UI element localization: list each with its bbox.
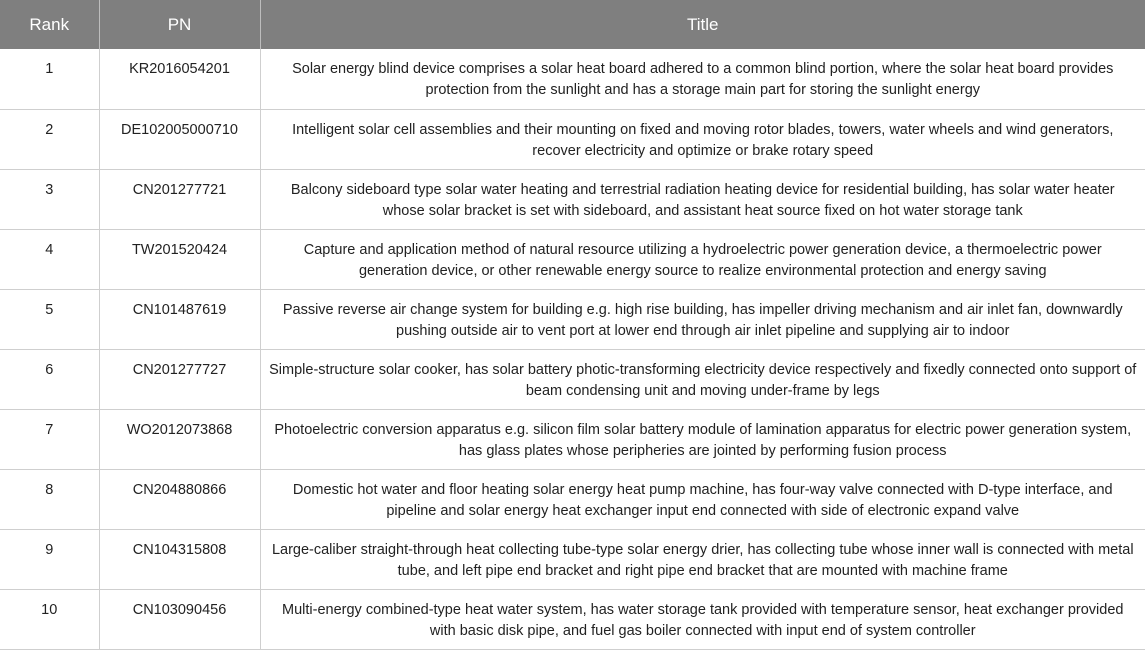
patent-title-cell: Solar energy blind device comprises a solar heat board adhered to a common blind portion, where the solar heat board provides protection from the sunlight and has a storage main part for storing the sunlight energy: [260, 49, 1145, 109]
rank-cell: 4: [0, 229, 99, 289]
table-row: [0, 289, 1145, 349]
patent-number-cell: TW201520424: [99, 229, 260, 289]
table-row: [0, 169, 1145, 229]
table-row: [0, 109, 1145, 169]
rank-cell: 10: [0, 589, 99, 649]
patent-number-cell: CN201277727: [99, 349, 260, 409]
patent-title-cell: Balcony sideboard type solar water heating and terrestrial radiation heating device for residential building, has solar water heater whose solar bracket is set with sideboard, and assistant heat source fixed on hot water storage tank: [260, 169, 1145, 229]
rank-cell: 8: [0, 469, 99, 529]
patent-title-cell: Capture and application method of natural resource utilizing a hydroelectric power generation device, a thermoelectric power generation device, or other renewable energy source to realize environmental protection and energy saving: [260, 229, 1145, 289]
table-row: [0, 589, 1145, 649]
column-header-title: Title: [260, 0, 1145, 49]
table-row: [0, 469, 1145, 529]
table-row: [0, 49, 1145, 109]
patent-number-cell: CN201277721: [99, 169, 260, 229]
rank-cell: 3: [0, 169, 99, 229]
rank-cell: 6: [0, 349, 99, 409]
rank-cell: 2: [0, 109, 99, 169]
patent-title-cell: Photoelectric conversion apparatus e.g. silicon film solar battery module of lamination apparatus for electric power generation system, has glass plates whose peripheries are jointed by performing fusion process: [260, 409, 1145, 469]
patent-number-cell: CN101487619: [99, 289, 260, 349]
rank-cell: 7: [0, 409, 99, 469]
table-body: [0, 49, 1145, 649]
rank-cell: 5: [0, 289, 99, 349]
patent-title-cell: Intelligent solar cell assemblies and their mounting on fixed and moving rotor blades, towers, water wheels and wind generators, recover electricity and optimize or brake rotary speed: [260, 109, 1145, 169]
patent-number-cell: CN104315808: [99, 529, 260, 589]
patent-title-cell: Passive reverse air change system for building e.g. high rise building, has impeller driving mechanism and air inlet fan, downwardly pushing outside air to vent port at lower end through air inlet pipeline and supplying air to indoor: [260, 289, 1145, 349]
patent-number-cell: KR2016054201: [99, 49, 260, 109]
patent-number-cell: DE102005000710: [99, 109, 260, 169]
column-header-rank: Rank: [0, 0, 99, 49]
header-row: [0, 0, 1145, 49]
table-header: [0, 0, 1145, 49]
patent-number-cell: CN103090456: [99, 589, 260, 649]
rank-cell: 9: [0, 529, 99, 589]
patent-title-cell: Large-caliber straight-through heat collecting tube-type solar energy drier, has collecting tube whose inner wall is connected with metal tube, and left pipe end bracket and right pipe end bracket that are mounted with machine frame: [260, 529, 1145, 589]
table-row: [0, 529, 1145, 589]
patent-number-cell: CN204880866: [99, 469, 260, 529]
patent-title-cell: Multi-energy combined-type heat water system, has water storage tank provided with temperature sensor, heat exchanger provided with basic disk pipe, and fuel gas boiler connected with input end of system controller: [260, 589, 1145, 649]
rank-cell: 1: [0, 49, 99, 109]
table-row: [0, 349, 1145, 409]
table-row: [0, 229, 1145, 289]
patent-title-cell: Simple-structure solar cooker, has solar battery photic-transforming electricity device respectively and fixedly connected onto support of beam condensing unit and moving under-frame by legs: [260, 349, 1145, 409]
column-header-pn: PN: [99, 0, 260, 49]
table-row: [0, 409, 1145, 469]
patent-title-cell: Domestic hot water and floor heating solar energy heat pump machine, has four-way valve connected with D-type interface, and pipeline and solar energy heat exchanger input end connected with side of electronic expand valve: [260, 469, 1145, 529]
patent-number-cell: WO2012073868: [99, 409, 260, 469]
